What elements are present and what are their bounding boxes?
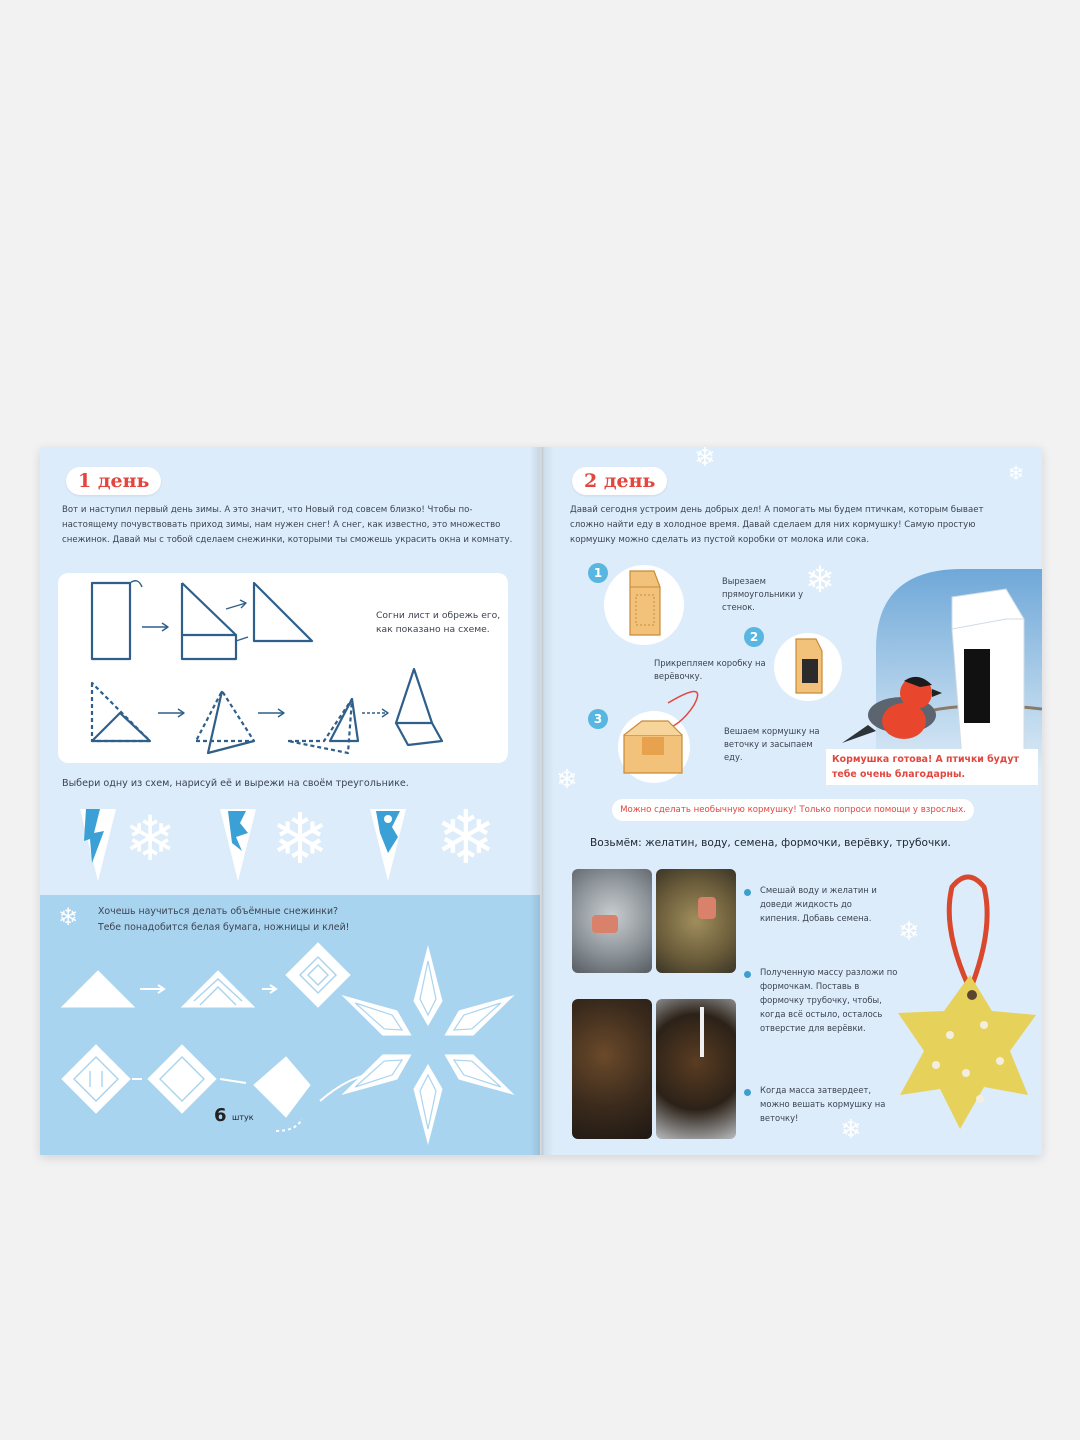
- day-1-title: 1 день: [66, 467, 161, 495]
- left-page: [40, 447, 540, 1155]
- snowflake-icon: ❄: [57, 903, 79, 931]
- step-3-number: 3: [588, 709, 608, 729]
- fold-diagram: [58, 573, 508, 763]
- snowflake-icon: ❄: [270, 798, 330, 880]
- instruction-1: Смешай воду и желатин и доведи жидкость до кипения. Добавь семена.: [760, 885, 877, 923]
- snowflake-icon: ❄: [840, 1115, 862, 1145]
- instruction-2: Полученную массу разложи по формочкам. Поставь в формочку трубочку, чтобы, когда всё остыло, осталось отверстие для верёвки.: [760, 967, 898, 1033]
- pieces-count: 6: [214, 1105, 227, 1126]
- unusual-feeder-banner: Можно сделать необычную кормушку! Только попроси помощи у взрослых.: [612, 799, 974, 821]
- day-1-intro: Вот и наступил первый день зимы. А это значит, что Новый год совсем близко! Чтобы по-настоящему почувствовать приход зимы, нам нужен снег! А снег, как известно, это множество снежинок. Давай мы с тобой сделаем снежинки, которыми ты сможешь украсить окна и комнату.: [62, 505, 513, 545]
- day-2-title: 2 день: [572, 467, 667, 495]
- snowflake-icon: ❄: [1007, 461, 1025, 485]
- volume-line-1: Хочешь научиться делать объёмные снежинки?: [98, 906, 339, 917]
- photo-fill-molds: [572, 999, 652, 1139]
- step-2-number: 2: [744, 627, 764, 647]
- milk-carton-icon: [594, 561, 694, 647]
- seed-feeder-icon: [892, 867, 1042, 1137]
- photo-add-seeds: [656, 869, 736, 973]
- scheme-triangle-1: [80, 809, 116, 881]
- choose-scheme-text: Выбери одну из схем, нарисуй её и вырежи на своём треугольнике.: [62, 778, 409, 789]
- book-spread: [40, 447, 1042, 1155]
- snowflake-icon: ❄: [434, 795, 497, 881]
- step-1-number: 1: [588, 563, 608, 583]
- fold-diagram-card: [58, 573, 508, 763]
- instruction-3: Когда масса затвердеет, можно вешать кормушку на веточку!: [760, 1085, 886, 1123]
- right-page: [542, 447, 1042, 1155]
- snowflake-icon: ❄: [694, 447, 716, 473]
- photo-insert-straw: [656, 999, 736, 1139]
- volume-line-2: Тебе понадобится белая бумага, ножницы и клей!: [98, 922, 350, 933]
- step-2-text: Прикрепляем коробку на верёвочку.: [654, 658, 766, 681]
- step-1-text: Вырезаем прямоугольники у стенок.: [722, 576, 804, 612]
- volume-snowflake-diagram: [40, 935, 540, 1155]
- volume-snowflake-panel: [40, 895, 540, 1155]
- snowflake-icon: ❄: [124, 802, 176, 875]
- scheme-triangle-2: [220, 809, 256, 881]
- fold-instruction: Согни лист и обрежь его, как показано на схеме.: [376, 610, 501, 635]
- scheme-triangle-3: [370, 809, 406, 881]
- step-3-text: Вешаем кормушку на веточку и засыпаем еду.: [724, 726, 820, 762]
- day-2-intro: Давай сегодня устроим день добрых дел! А помогать мы будем птичкам, которым бывает сложно найти еду в холодное время. Давай сделаем для них кормушку! Самую простую кормушку можно сделать из пустой коробки от молока или сока.: [570, 505, 984, 545]
- instruction-bullet: [744, 889, 751, 896]
- feeder-ready-caption: Кормушка готова! А птички будут тебе очень благодарны.: [826, 749, 1038, 785]
- pieces-unit: штук: [232, 1113, 254, 1122]
- book-spine: [530, 447, 554, 1155]
- snowflake-icon: ❄: [556, 765, 578, 795]
- photo-mix-water: [572, 869, 652, 973]
- snowflake-icon: ❄: [898, 917, 920, 947]
- snowflake-icon: ❄: [804, 560, 836, 601]
- milk-carton-icon: [598, 675, 718, 785]
- ingredients-text: Возьмём: желатин, воду, семена, формочки, верёвку, трубочки.: [590, 837, 951, 849]
- instruction-bullet: [744, 971, 751, 978]
- instruction-bullet: [744, 1089, 751, 1096]
